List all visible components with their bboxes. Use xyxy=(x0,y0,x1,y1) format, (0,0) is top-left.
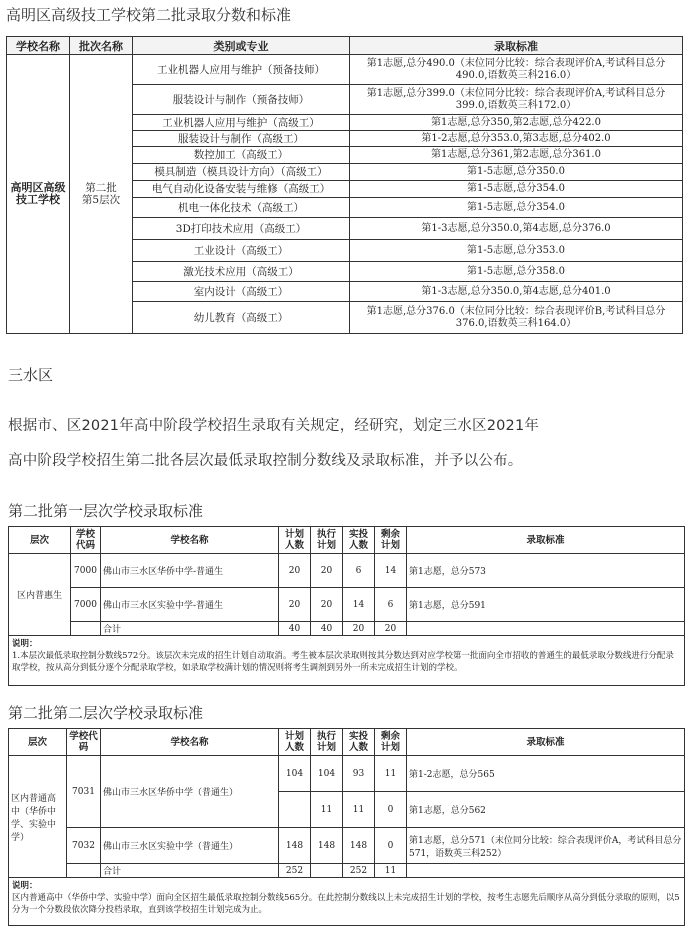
sanshui-paragraph-line1: 根据市、区2021年高中阶段学校招生录取有关规定，经研究，划定三水区2021年 xyxy=(8,418,540,434)
standard-cell: 第1-2志愿，总分565 xyxy=(407,756,685,792)
remain-cell: 6 xyxy=(375,588,407,622)
table-row xyxy=(9,588,685,622)
level-cell: 区内普通高中（华侨中学、实验中学） xyxy=(9,756,67,878)
code-cell: 7031 xyxy=(67,756,101,828)
plan-cell: 104 xyxy=(279,756,311,792)
gaoming-admission-table xyxy=(6,36,683,334)
header-remain: 剩余计划 xyxy=(375,729,407,756)
standard-cell: 第1-2志愿,总分353.0,第3志愿,总分402.0 xyxy=(350,131,683,147)
standard-cell: 第1志愿，总分571（末位同分比较：综合表现评价A，考试科目总分571，语数英三科252） xyxy=(407,828,685,864)
major-cell: 激光技术应用（高级工） xyxy=(133,262,350,282)
header-exec: 执行计划 xyxy=(311,527,343,554)
note-row xyxy=(9,878,685,926)
table-row xyxy=(9,554,685,588)
standard-cell: 第1-5志愿,总分354.0 xyxy=(350,198,683,218)
header-code: 学校代码 xyxy=(67,729,101,756)
table-header-row xyxy=(9,729,685,756)
total-standard-cell xyxy=(407,864,685,878)
standard-cell: 第1-3志愿,总分350.0,第4志愿,总分376.0 xyxy=(350,218,683,240)
header-exec: 执行计划 xyxy=(311,729,343,756)
major-cell: 服装设计与制作（预备技师） xyxy=(133,85,350,115)
name-cell: 佛山市三水区华侨中学-普通生 xyxy=(101,554,279,588)
code-cell: 7032 xyxy=(67,828,101,864)
header-standard: 录取标准 xyxy=(350,37,683,55)
major-cell: 室内设计（高级工） xyxy=(133,282,350,302)
major-cell: 工业机器人应用与维护（高级工） xyxy=(133,115,350,131)
header-batch: 批次名称 xyxy=(70,37,133,55)
note-cell xyxy=(9,636,685,686)
standard-cell: 第1志愿，总分591 xyxy=(407,588,685,622)
standard-cell: 第1志愿,总分490.0（末位同分比较：综合表现评价A,考试科目总分490.0,语数英三科216.0） xyxy=(350,55,683,85)
remain-cell: 0 xyxy=(375,792,407,828)
major-cell: 工业设计（高级工） xyxy=(133,240,350,262)
enrolled-cell: 14 xyxy=(343,588,375,622)
table-row xyxy=(9,828,685,864)
table-header-row xyxy=(7,37,683,55)
header-level: 层次 xyxy=(9,527,71,554)
exec-cell: 148 xyxy=(311,828,343,864)
table-header-row xyxy=(9,527,685,554)
table-row xyxy=(7,55,683,85)
remain-cell: 14 xyxy=(375,554,407,588)
major-cell: 幼儿教育（高级工） xyxy=(133,302,350,334)
enrolled-cell: 148 xyxy=(343,828,375,864)
header-standard: 录取标准 xyxy=(407,729,685,756)
header-major: 类别或专业 xyxy=(133,37,350,55)
plan-cell xyxy=(279,792,311,828)
plan-cell: 20 xyxy=(279,588,311,622)
total-enrolled: 252 xyxy=(343,864,375,878)
total-code-cell xyxy=(71,622,101,636)
note-row xyxy=(9,636,685,686)
note-body: 区内普通高中（华侨中学、实验中学）面向全区招生最低录取控制分数线565分。在此控制分数线以上未完成招生计划的学校，按考生志愿先后顺序从高分到低分录取的原则，以5分为一个分数段依次降分投档录取，直到该学校招生计划完成为止。 xyxy=(12,893,680,915)
exec-cell: 20 xyxy=(311,588,343,622)
batch-cell xyxy=(70,55,133,334)
standard-cell: 第1-5志愿,总分358.0 xyxy=(350,262,683,282)
standard-cell: 第1志愿，总分573 xyxy=(407,554,685,588)
note-body: 1.本层次最低录取控制分数线572分。该层次未完成的招生计划自动取消。考生被本层次录取则按其分数达到对应学校第一批面向全市招收的普通生的最低录取分数线进行分配录取学校，按从高分到低分逐个分配录取学校，如录取学校满计划的情况则将考生调剂到另外一所未完成招生计划的学校。 xyxy=(12,651,674,673)
major-cell: 工业机器人应用与维护（预备技师） xyxy=(133,55,350,85)
header-enrolled: 实投人数 xyxy=(343,729,375,756)
total-exec: 40 xyxy=(311,622,343,636)
exec-cell: 104 xyxy=(311,756,343,792)
standard-cell: 第1志愿,总分361,第2志愿,总分361.0 xyxy=(350,147,683,164)
school-name-cell xyxy=(7,55,70,334)
standard-cell: 第1-5志愿,总分354.0 xyxy=(350,181,683,198)
level2-title: 第二批第二层次学校录取标准 xyxy=(8,704,204,722)
major-cell: 机电一体化技术（高级工） xyxy=(133,198,350,218)
header-name: 学校名称 xyxy=(101,527,279,554)
code-cell: 7000 xyxy=(71,554,101,588)
total-standard-cell xyxy=(407,622,685,636)
remain-cell: 0 xyxy=(375,828,407,864)
header-enrolled: 实投人数 xyxy=(343,527,375,554)
name-cell: 佛山市三水区实验中学（普通生） xyxy=(101,828,279,864)
header-plan: 计划人数 xyxy=(279,527,311,554)
total-plan: 252 xyxy=(279,864,311,878)
header-remain: 剩余计划 xyxy=(375,527,407,554)
level1-title: 第二批第一层次学校录取标准 xyxy=(8,502,204,520)
header-code: 学校代码 xyxy=(71,527,101,554)
name-cell: 佛山市三水区实验中学-普通生 xyxy=(101,588,279,622)
header-level: 层次 xyxy=(9,729,67,756)
enrolled-cell: 6 xyxy=(343,554,375,588)
table-total-row xyxy=(9,622,685,636)
major-cell: 模具制造（模具设计方向）（高级工） xyxy=(133,164,350,181)
enrolled-cell: 93 xyxy=(343,756,375,792)
major-cell: 3D打印技术应用（高级工） xyxy=(133,218,350,240)
standard-cell: 第1志愿，总分562 xyxy=(407,792,685,828)
total-label: 合计 xyxy=(101,864,279,878)
header-plan: 计划人数 xyxy=(279,729,311,756)
total-code-cell xyxy=(67,864,101,878)
total-label: 合计 xyxy=(101,622,279,636)
header-name: 学校名称 xyxy=(101,729,279,756)
major-cell: 数控加工（高级工） xyxy=(133,147,350,164)
enrolled-cell: 11 xyxy=(343,792,375,828)
remain-cell: 11 xyxy=(375,756,407,792)
total-remain: 20 xyxy=(375,622,407,636)
table-row xyxy=(9,756,685,792)
total-enrolled: 20 xyxy=(343,622,375,636)
note-title: 说明： xyxy=(12,639,38,649)
major-cell: 服装设计与制作（高级工） xyxy=(133,131,350,147)
level1-table xyxy=(8,526,685,686)
note-cell xyxy=(9,878,685,926)
note-title: 说明： xyxy=(12,881,38,891)
level2-table xyxy=(8,728,685,926)
batch-line2: 第5层次 xyxy=(81,194,121,206)
name-cell: 佛山市三水区华侨中学（普通生） xyxy=(101,756,279,828)
standard-cell: 第1志愿,总分350,第2志愿,总分422.0 xyxy=(350,115,683,131)
total-remain: 11 xyxy=(375,864,407,878)
major-cell: 电气自动化设备安装与维修（高级工） xyxy=(133,181,350,198)
sanshui-district-label: 三水区 xyxy=(8,366,54,384)
total-plan: 40 xyxy=(279,622,311,636)
standard-cell: 第1志愿,总分399.0（末位同分比较：综合表现评价A,考试科目总分399.0,语数英三科172.0） xyxy=(350,85,683,115)
standard-cell: 第1-5志愿,总分353.0 xyxy=(350,240,683,262)
exec-cell: 11 xyxy=(311,792,343,828)
level-cell: 区内普惠生 xyxy=(9,554,71,636)
standard-cell: 第1-3志愿,总分350.0,第4志愿,总分401.0 xyxy=(350,282,683,302)
plan-cell: 148 xyxy=(279,828,311,864)
table-total-row xyxy=(9,864,685,878)
header-standard: 录取标准 xyxy=(407,527,685,554)
code-cell: 7000 xyxy=(71,588,101,622)
exec-cell: 20 xyxy=(311,554,343,588)
batch-line1: 第二批 xyxy=(85,182,117,194)
total-exec xyxy=(311,864,343,878)
plan-cell: 20 xyxy=(279,554,311,588)
sanshui-paragraph-line2: 高中阶段学校招生第二批各层次最低录取控制分数线及录取标准，并予以公布。 xyxy=(8,453,523,469)
header-school: 学校名称 xyxy=(7,37,70,55)
standard-cell: 第1-5志愿,总分350.0 xyxy=(350,164,683,181)
gaoming-title: 高明区高级技工学校第二批录取分数和标准 xyxy=(6,6,292,24)
standard-cell: 第1志愿,总分376.0（末位同分比较：综合表现评价B,考试科目总分376.0,语数英三科164.0） xyxy=(350,302,683,334)
school-name: 高明区高级技工学校 xyxy=(10,181,66,206)
